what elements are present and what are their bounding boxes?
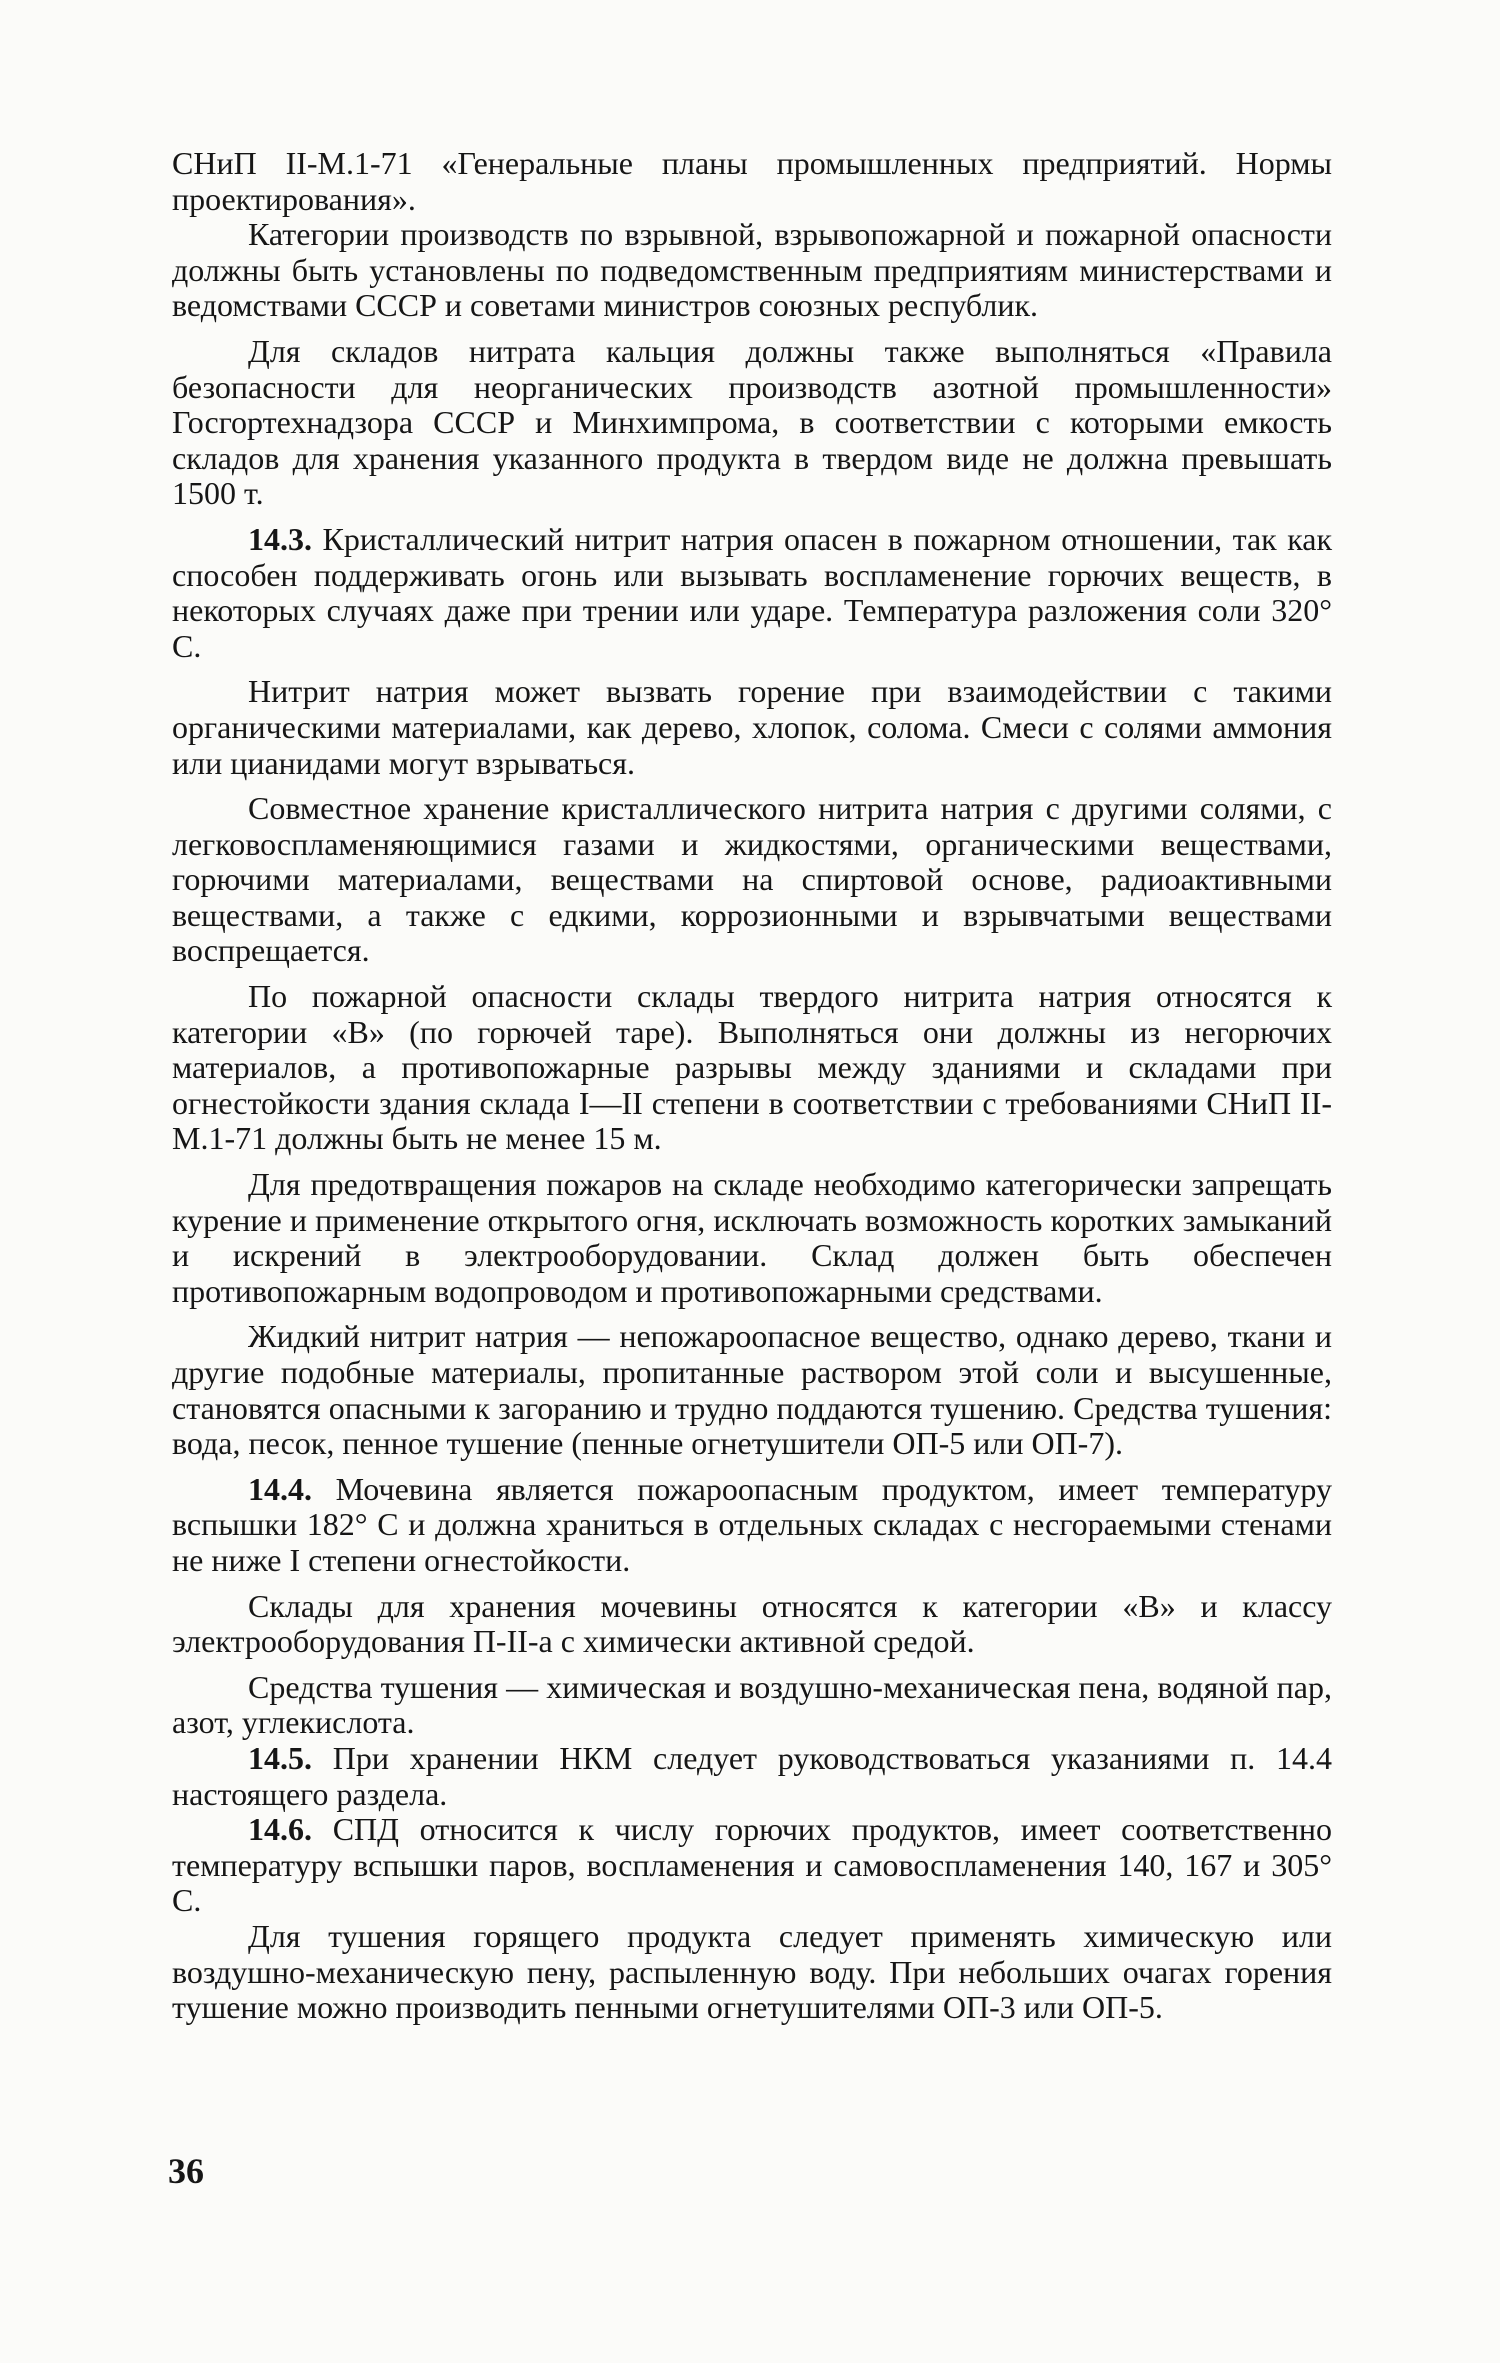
section-number: 14.3. [248, 520, 312, 557]
paragraph: Нитрит натрия может вызвать горение при взаимодействии с такими органическими материалами, как дерево, хлопок, солома. Смеси с солями аммония или цианидами могут взрываться. [172, 673, 1332, 781]
paragraph: СНиП II-М.1-71 «Генеральные планы промышленных предприятий. Нормы проектирования». [172, 145, 1332, 217]
paragraph: Жидкий нитрит натрия — непожароопасное вещество, однако дерево, ткани и другие подобные материалы, пропитанные раствором этой соли и высушенные, становятся опасными к загоранию и трудно поддаются тушению. Средства тушения: вода, песок, пенное тушение (пенные огнетушители ОП-5 или ОП-7). [172, 1318, 1332, 1462]
body-text [172, 146, 1332, 2026]
paragraph: Категории производств по взрывной, взрывопожарной и пожарной опасности должны быть установлены по подведомственным предприятиям министерствами и ведомствами СССР и советами министров союзных республик. [172, 216, 1332, 324]
paragraph: 14.6. СПД относится к числу горючих продуктов, имеет соответственно температуру вспышки паров, воспламенения и самовоспламенения 140, 167 и 305° С. [172, 1811, 1333, 1919]
section-number: 14.4. [248, 1470, 312, 1507]
paragraph: 14.3. Кристаллический нитрит натрия опасен в пожарном отношении, так как способен поддерживать огонь или вызывать воспламенение горючих веществ, в некоторых случаях даже при трении или ударе. Температура разложения соли 320° С. [172, 520, 1333, 664]
paragraph: Склады для хранения мочевины относятся к категории «В» и классу электрооборудования П-II-а с химически активной средой. [172, 1587, 1332, 1660]
paragraph: 14.5. При хранении НКМ следует руководствоваться указаниями п. 14.4 настоящего раздела. [172, 1739, 1333, 1812]
section-number: 14.5. [248, 1739, 312, 1776]
paragraph: По пожарной опасности склады твердого нитрита натрия относятся к категории «В» (по горючей таре). Выполняться они должны из негорючих материалов, а противопожарные разрывы между зданиями и складами при огнестойкости здания склада I—II степени в соответствии с требованиями СНиП II-М.1-71 должны быть не менее 15 м. [172, 978, 1332, 1157]
paragraph: Для складов нитрата кальция должны также выполняться «Правила безопасности для неорганических производств азотной промышленности» Госгортехнадзора СССР и Минхимпрома, в соответствии с которыми емкость складов для хранения указанного продукта в твердом виде не должна превышать 1500 т. [172, 332, 1332, 512]
section-number: 14.6. [248, 1811, 312, 1848]
paragraph: Для предотвращения пожаров на складе необходимо категорически запрещать курение и применение открытого огня, исключать возможность коротких замыканий и искрений в электрооборудовании. Склад должен быть обеспечен противопожарным водопроводом и противопожарными средствами. [172, 1166, 1332, 1309]
page-number: 36 [168, 2151, 204, 2191]
paragraph: Для тушения горящего продукта следует применять химическую или воздушно-механическую пену, распыленную воду. При небольших очагах горения тушение можно производить пенными огнетушителями ОП-3 или ОП-5. [172, 1917, 1332, 2026]
paragraph: Совместное хранение кристаллического нитрита натрия с другими солями, с легковоспламеняющимися газами и жидкостями, органическими веществами, горючими материалами, веществами на спиртовой основе, радиоактивными веществами, а также с едкими, коррозионными и взрывчатыми веществами воспрещается. [172, 790, 1332, 969]
paragraph: 14.4. Мочевина является пожароопасным продуктом, имеет температуру вспышки 182° С и должна храниться в отдельных складах с несгораемыми стенами не ниже I степени огнестойкости. [172, 1470, 1333, 1578]
paragraph: Средства тушения — химическая и воздушно-механическая пена, водяной пар, азот, углекислота. [172, 1668, 1332, 1741]
